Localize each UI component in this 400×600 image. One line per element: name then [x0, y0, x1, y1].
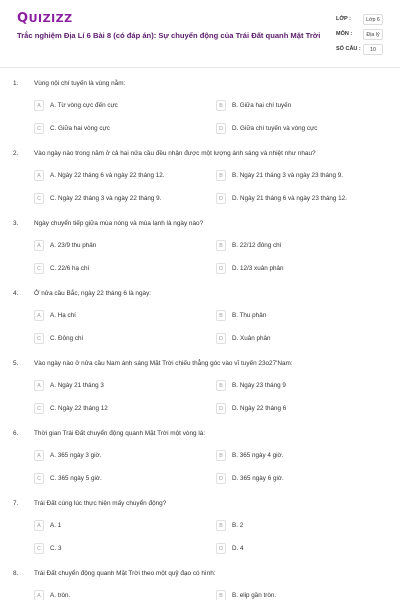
option-letter-box: B — [216, 240, 226, 251]
option-letter-box: A — [34, 170, 44, 181]
option-text: B. Ngày 21 tháng 3 và ngày 23 tháng 9. — [232, 172, 343, 179]
answer-option-c[interactable] — [34, 403, 200, 415]
option-text: D. 4 — [232, 545, 244, 552]
question-number: 2. — [13, 150, 19, 157]
question-text: Thời gian Trái Đất chuyển động quanh Mặt Trời một vòng là: — [34, 430, 206, 437]
question-number: 8. — [13, 570, 19, 577]
answer-option-b[interactable] — [216, 170, 382, 182]
answer-option-c[interactable] — [34, 263, 200, 275]
option-text: C. Ngày 22 tháng 12 — [50, 405, 108, 412]
answer-option-c[interactable] — [34, 123, 200, 135]
question-7 — [0, 500, 400, 570]
question-1 — [0, 80, 400, 150]
option-letter-box: C — [34, 123, 44, 134]
meta-value: Lớp 6 — [363, 14, 383, 25]
option-letter-box: D — [216, 193, 226, 204]
option-text: B. Ngày 23 tháng 9 — [232, 382, 286, 389]
option-letter-box: D — [216, 333, 226, 344]
question-3 — [0, 220, 400, 290]
option-letter-box: C — [34, 333, 44, 344]
meta-label: LỚP : — [336, 16, 351, 22]
option-letter-box: A — [34, 520, 44, 531]
option-text: A. Ngày 22 tháng 6 và ngày 22 tháng 12. — [50, 172, 165, 179]
answer-option-a[interactable] — [34, 310, 200, 322]
answer-option-b[interactable] — [216, 590, 382, 600]
question-text: Vùng nội chí tuyến là vùng nằm: — [34, 80, 126, 87]
option-letter-box: B — [216, 310, 226, 321]
answer-option-b[interactable] — [216, 310, 382, 322]
option-letter-box: B — [216, 450, 226, 461]
answer-option-a[interactable] — [34, 240, 200, 252]
answer-option-c[interactable] — [34, 543, 200, 555]
question-number: 7. — [13, 500, 19, 507]
option-text: C. Đông chí — [50, 335, 84, 342]
question-number: 5. — [13, 360, 19, 367]
question-text: Ở nửa cầu Bắc, ngày 22 tháng 6 là ngày: — [34, 290, 152, 297]
answer-option-b[interactable] — [216, 450, 382, 462]
option-text: C. 22/6 hạ chí — [50, 265, 90, 272]
option-text: B. Giữa hai chí tuyến — [232, 102, 292, 109]
answer-option-d[interactable] — [216, 473, 382, 485]
option-letter-box: D — [216, 263, 226, 274]
answer-option-c[interactable] — [34, 193, 200, 205]
answer-option-c[interactable] — [34, 473, 200, 485]
meta-label: SỐ CÂU : — [336, 46, 361, 52]
question-text: Trái Đất chuyển động quanh Mặt Trời theo một quỹ đạo có hình: — [34, 570, 216, 577]
question-number: 6. — [13, 430, 19, 437]
answer-option-d[interactable] — [216, 263, 382, 275]
option-text: D. 365 ngày 6 giờ. — [232, 475, 284, 482]
document-header — [0, 0, 400, 66]
option-letter-box: B — [216, 520, 226, 531]
question-number: 3. — [13, 220, 19, 227]
answer-option-a[interactable] — [34, 590, 200, 600]
answer-option-b[interactable] — [216, 240, 382, 252]
option-letter-box: A — [34, 240, 44, 251]
question-number: 4. — [13, 290, 19, 297]
answer-option-a[interactable] — [34, 450, 200, 462]
option-text: B. elip gần tròn. — [232, 592, 277, 599]
meta-row-count — [326, 44, 386, 59]
meta-panel — [326, 14, 386, 59]
option-letter-box: D — [216, 473, 226, 484]
option-text: D. Xuân phân — [232, 335, 271, 342]
option-text: A. 365 ngày 3 giờ. — [50, 452, 102, 459]
option-text: B. 22/12 đông chí — [232, 242, 282, 249]
question-6 — [0, 430, 400, 500]
answer-option-b[interactable] — [216, 380, 382, 392]
answer-option-d[interactable] — [216, 403, 382, 415]
answer-option-d[interactable] — [216, 123, 382, 135]
option-letter-box: C — [34, 473, 44, 484]
meta-value: Địa lý — [363, 29, 383, 40]
option-text: D. Ngày 22 tháng 6 — [232, 405, 287, 412]
option-letter-box: D — [216, 543, 226, 554]
option-letter-box: D — [216, 123, 226, 134]
option-letter-box: A — [34, 590, 44, 600]
option-text: A. Ngày 21 tháng 3 — [50, 382, 104, 389]
option-letter-box: A — [34, 310, 44, 321]
option-letter-box: A — [34, 100, 44, 111]
option-letter-box: B — [216, 590, 226, 600]
option-text: A. tròn. — [50, 592, 71, 599]
option-text: C. Giữa hai vòng cực — [50, 125, 110, 132]
option-letter-box: B — [216, 380, 226, 391]
meta-row-grade — [326, 14, 386, 29]
option-text: A. Hạ chí — [50, 312, 76, 319]
answer-option-b[interactable] — [216, 100, 382, 112]
option-text: C. Ngày 22 tháng 3 và ngày 22 tháng 9. — [50, 195, 162, 202]
question-text: Trái Đất cùng lúc thực hiện mấy chuyển động? — [34, 500, 167, 507]
option-text: B. Thu phân — [232, 312, 267, 319]
option-letter-box: C — [34, 543, 44, 554]
answer-option-c[interactable] — [34, 333, 200, 345]
option-letter-box: B — [216, 100, 226, 111]
question-text: Vào ngày nào trong năm ở cả hai nửa cầu đều nhận được một lượng ánh sáng và nhiệt như nhau? — [34, 150, 316, 157]
question-8 — [0, 570, 400, 600]
option-letter-box: C — [34, 403, 44, 414]
question-text: Vào ngày nào ở nửa cầu Nam ánh sáng Mặt Trời chiếu thẳng góc vào vĩ tuyến 23o27'Nam: — [34, 360, 293, 367]
option-text: D. Ngày 21 tháng 6 và ngày 23 tháng 12. — [232, 195, 347, 202]
question-2 — [0, 150, 400, 220]
option-text: A. Từ vòng cực đến cực — [50, 102, 118, 109]
meta-label: MÔN : — [336, 31, 353, 37]
answer-option-a[interactable] — [34, 100, 200, 112]
option-text: D. 12/3 xuân phân — [232, 265, 284, 272]
option-text: C. 365 ngày 5 giờ. — [50, 475, 102, 482]
option-text: A. 1 — [50, 522, 62, 529]
answer-option-b[interactable] — [216, 520, 382, 532]
option-text: C. 3 — [50, 545, 62, 552]
option-letter-box: C — [34, 193, 44, 204]
option-text: D. Giữa chí tuyến và vòng cực — [232, 125, 318, 132]
answer-option-a[interactable] — [34, 380, 200, 392]
option-letter-box: C — [34, 263, 44, 274]
answer-option-d[interactable] — [216, 543, 382, 555]
option-letter-box: A — [34, 450, 44, 461]
option-letter-box: B — [216, 170, 226, 181]
meta-row-subject — [326, 29, 386, 44]
option-text: A. 23/9 thu phân — [50, 242, 97, 249]
meta-value: 10 — [363, 44, 383, 55]
answer-option-d[interactable] — [216, 193, 382, 205]
answer-option-a[interactable] — [34, 520, 200, 532]
option-text: B. 365 ngày 4 giờ. — [232, 452, 284, 459]
option-letter-box: D — [216, 403, 226, 414]
option-letter-box: A — [34, 380, 44, 391]
document-title: Trắc nghiệm Địa Lí 6 Bài 8 (có đáp án): Sự chuyển động của Trái Đất quanh Mặt Trời — [17, 31, 321, 40]
question-text: Ngày chuyển tiếp giữa mùa nóng và mùa lạnh là ngày nào? — [34, 220, 204, 227]
question-4 — [0, 290, 400, 360]
question-5 — [0, 360, 400, 430]
answer-option-a[interactable] — [34, 170, 200, 182]
option-text: B. 2 — [232, 522, 244, 529]
answer-option-d[interactable] — [216, 333, 382, 345]
question-number: 1. — [13, 80, 19, 87]
header-divider — [0, 67, 400, 68]
quizizz-logo: QUIZIZZ — [17, 11, 73, 26]
